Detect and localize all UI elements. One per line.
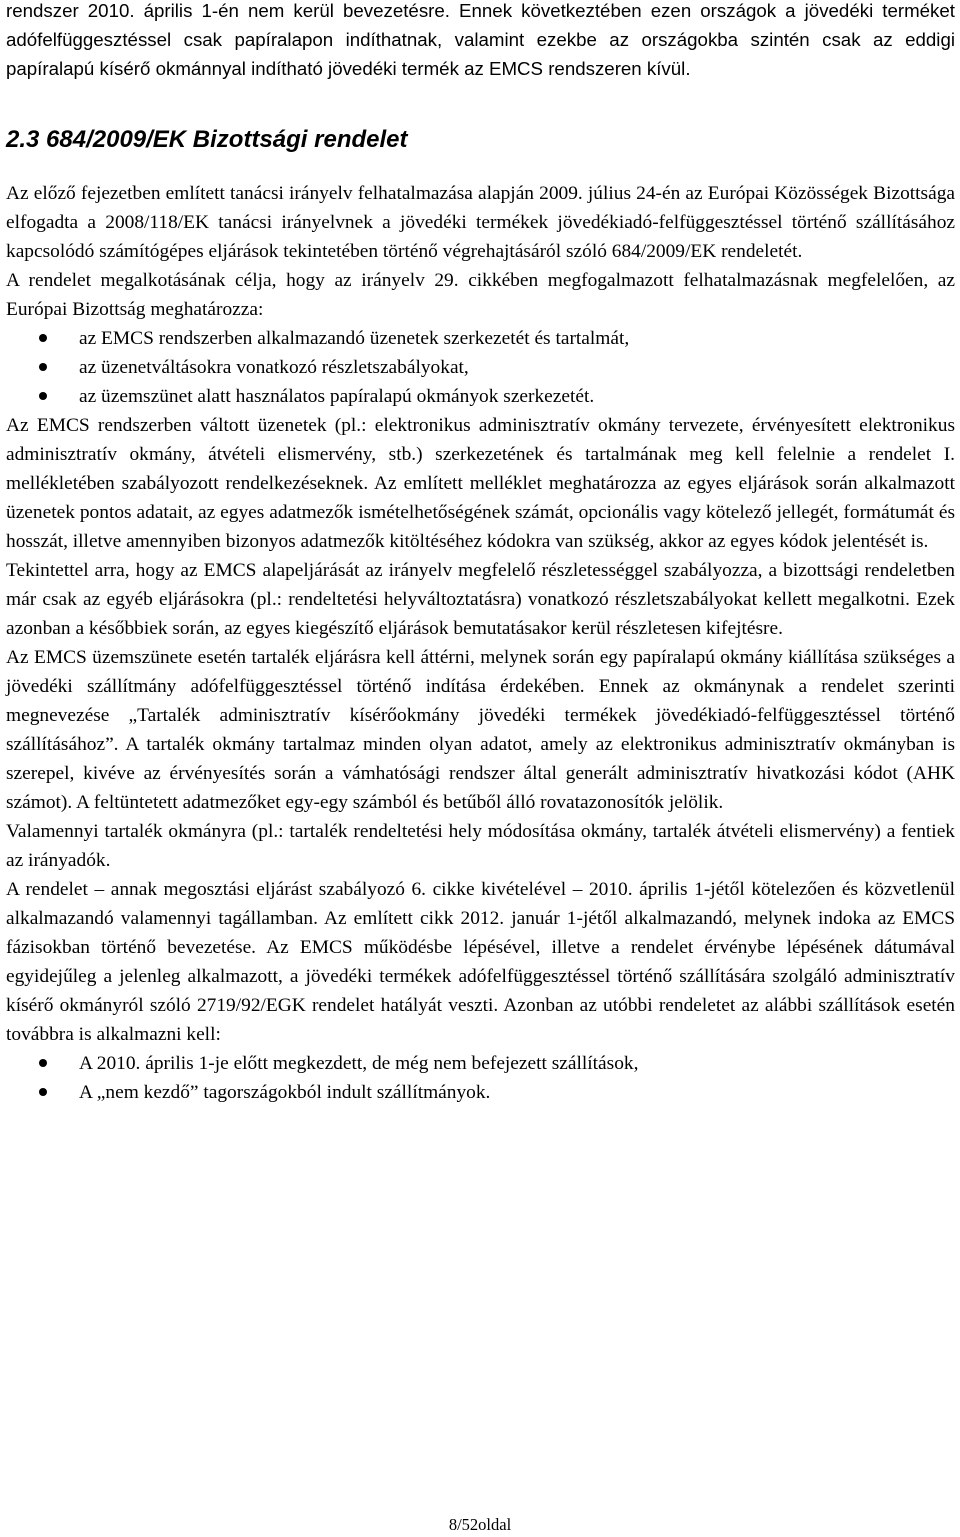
list-item: A 2010. április 1-je előtt megkezdett, de még nem befejezett szállítások, — [6, 1049, 955, 1078]
paragraph-fallback-documents: Valamennyi tartalék okmányra (pl.: tartalék rendeltetési hely módosítása okmány, tartalék átvételi elismervény) a fentiek az irányadók. — [6, 821, 955, 871]
paragraph-messages: Az EMCS rendszerben váltott üzenetek (pl.: elektronikus adminisztratív okmány tervezete, érvényesített elektronikus adminisztratív okmány, átvételi elismervény, stb.) szerkezetének és tartalmának meg kell felelnie a rendelet I. mellékletében szabályozott rendelkezéseknek. Az említett melléklet meghatározza az egyes eljárások során alkalmazott üzenetek pontos adatait, az egyes adatmezők ismételhetőségének számát, opcionális vagy kötelező jellegét, formátumát és hosszát, illetve amennyiben bizonyos adatmezők kitöltéséhez kódokra van szükség, akkor az egyes kódok jelentését is. — [6, 415, 955, 552]
purpose-bullet-list — [6, 324, 955, 411]
paragraph-regulation-adoption: Az előző fejezetben említett tanácsi irányelv felhatalmazása alapján 2009. július 24-én az Európai Közösségek Bizottsága elfogadta a 2008/118/EK tanácsi irányelvnek a jövedéki termékek jövedékiadó-felfüggesztéssel történő szállításához kapcsolódó számítógépes eljárások tekintetében történő végrehajtásáról szóló 684/2009/EK rendeletét. — [6, 183, 955, 262]
paragraph-procedures: Tekintettel arra, hogy az EMCS alapeljárását az irányelv megfelelő részletességgel szabályozza, a bizottsági rendeletben már csak az egyéb eljárásokra (pl.: rendeltetési helyváltoztatásra) vonatkozó részletszabályokat kellett megalkotni. Ezek azonban a későbbiek során, az egyes kiegészítő eljárások bemutatásakor kerül részletesen kifejtésre. — [6, 560, 955, 639]
document-page — [6, 0, 955, 1107]
section-heading: 2.3 684/2009/EK Bizottsági rendelet — [6, 126, 408, 153]
list-item: az üzemszünet alatt használatos papíralapú okmányok szerkezetét. — [6, 382, 955, 411]
page-number: 8/52oldal — [448, 1515, 512, 1534]
paragraph-regulation-purpose: A rendelet megalkotásának célja, hogy az irányelv 29. cikkében megfogalmazott felhatalmazásnak megfelelően, az Európai Bizottság meghatározza: — [6, 270, 955, 320]
list-item: A „nem kezdő” tagországokból indult szállítmányok. — [6, 1078, 955, 1107]
list-item: az EMCS rendszerben alkalmazandó üzenetek szerkezetét és tartalmát, — [6, 324, 955, 353]
list-item: az üzenetváltásokra vonatkozó részletszabályokat, — [6, 353, 955, 382]
paragraph-applicability: A rendelet – annak megosztási eljárást szabályozó 6. cikke kivételével – 2010. április 1-jétől kötelezően és közvetlenül alkalmazandó valamennyi tagállamban. Az említett cikk 2012. január 1-jétől alkalmazandó, melynek indoka az EMCS fázisokban történő bevezetése. Az EMCS működésbe lépésével, illetve a rendelet érvénybe lépésének dátumával egyidejűleg a jelenleg alkalmazott, a jövedéki termékek adófelfüggesztéssel történő szállítására szolgáló adminisztratív kísérő okmányról szóló 2719/92/EGK rendelet hatályát veszti. Azonban az utóbbi rendeletet az alábbi szállítások esetén továbbra is alkalmazni kell: — [6, 879, 955, 1045]
applicability-bullet-list — [6, 1049, 955, 1107]
intro-paragraph: rendszer 2010. április 1-én nem kerül bevezetésre. Ennek következtében ezen országok a jövedéki terméket adófelfüggesztéssel csak papíralapon indíthatnak, valamint ezekbe az országokba szintén csak az eddigi papíralapú kísérő okmánnyal indítható jövedéki termék az EMCS rendszeren kívül. — [6, 0, 955, 79]
paragraph-fallback: Az EMCS üzemszünete esetén tartalék eljárásra kell áttérni, melynek során egy papíralapú okmány kiállítása szükséges a jövedéki szállítmány adófelfüggesztéssel történő indítása érdekében. Ennek az okmánynak a rendelet szerinti megnevezése „Tartalék adminisztratív kísérőokmány jövedéki termékek jövedékiadó-felfüggesztéssel történő szállításához”. A tartalék okmány tartalmaz minden olyan adatot, amely az elektronikus adminisztratív okmányban is szerepel, kivéve az érvényesítés során a vámhatósági rendszer által generált adminisztratív hivatkozási kódot (AHK számot). A feltüntetett adatmezőket egy-egy számból és betűből álló rovatazonosítók jelölik. — [6, 647, 955, 813]
